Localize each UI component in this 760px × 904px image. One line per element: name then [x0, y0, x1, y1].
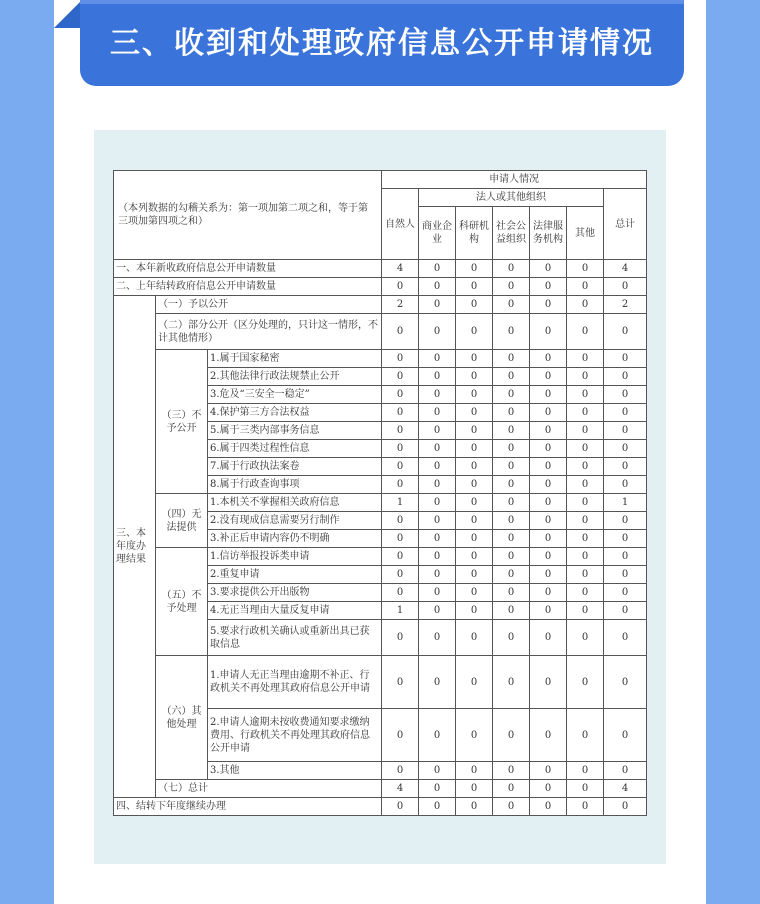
value-cell: 0 [456, 780, 493, 798]
title-banner [80, 0, 684, 86]
value-cell: 0 [456, 386, 493, 404]
value-cell: 0 [567, 548, 604, 566]
value-cell: 0 [530, 530, 567, 548]
row-label: 3.危及“三安全一稳定” [208, 386, 382, 404]
row-label: （七）总计 [156, 780, 382, 798]
value-cell: 0 [419, 530, 456, 548]
group-label: 三、本年度办理结果 [114, 296, 156, 798]
subgroup-label: （三）不予公开 [156, 350, 208, 494]
table-row [114, 314, 647, 350]
value-cell: 0 [567, 780, 604, 798]
value-cell: 0 [456, 566, 493, 584]
value-cell: 0 [382, 350, 419, 368]
value-cell: 0 [456, 260, 493, 278]
value-cell: 0 [567, 278, 604, 296]
value-cell: 0 [567, 512, 604, 530]
row-label: （二）部分公开（区分处理的，只计这一情形，不计其他情形） [156, 314, 382, 350]
value-cell: 0 [419, 296, 456, 314]
value-cell: 0 [493, 530, 530, 548]
value-cell: 0 [604, 422, 647, 440]
value-cell: 1 [382, 494, 419, 512]
row-label: 4.无正当理由大量反复申请 [208, 602, 382, 620]
value-cell: 0 [530, 404, 567, 422]
value-cell: 0 [493, 798, 530, 816]
value-cell: 0 [382, 512, 419, 530]
value-cell: 0 [604, 512, 647, 530]
table-row [114, 296, 647, 314]
value-cell: 0 [456, 422, 493, 440]
value-cell: 0 [604, 584, 647, 602]
subgroup-label: （四）无法提供 [156, 494, 208, 548]
value-cell: 0 [493, 296, 530, 314]
row-label: 4.保护第三方合法权益 [208, 404, 382, 422]
value-cell: 0 [530, 762, 567, 780]
value-cell: 0 [604, 368, 647, 386]
value-cell: 0 [493, 780, 530, 798]
value-cell: 0 [456, 548, 493, 566]
value-cell: 0 [456, 762, 493, 780]
value-cell: 0 [604, 798, 647, 816]
value-cell: 0 [567, 422, 604, 440]
table-row [114, 260, 647, 278]
value-cell: 0 [419, 620, 456, 656]
value-cell: 0 [382, 476, 419, 494]
value-cell: 0 [456, 602, 493, 620]
value-cell: 0 [419, 422, 456, 440]
value-cell: 0 [419, 602, 456, 620]
value-cell: 0 [604, 476, 647, 494]
value-cell: 0 [530, 476, 567, 494]
header-col: 法律服务机构 [530, 207, 567, 260]
table-row [114, 798, 647, 816]
value-cell: 0 [567, 494, 604, 512]
row-label: 7.属于行政执法案卷 [208, 458, 382, 476]
value-cell: 0 [604, 548, 647, 566]
value-cell: 0 [530, 440, 567, 458]
value-cell: 0 [382, 762, 419, 780]
value-cell: 0 [567, 584, 604, 602]
value-cell: 0 [419, 780, 456, 798]
value-cell: 0 [493, 278, 530, 296]
value-cell: 0 [604, 440, 647, 458]
row-label: 5.属于三类内部事务信息 [208, 422, 382, 440]
value-cell: 0 [419, 278, 456, 296]
value-cell: 0 [604, 709, 647, 762]
value-cell: 0 [493, 602, 530, 620]
value-cell: 0 [493, 566, 530, 584]
value-cell: 4 [604, 260, 647, 278]
value-cell: 0 [493, 314, 530, 350]
value-cell: 0 [567, 440, 604, 458]
header-applicant: 申请人情况 [382, 171, 647, 189]
value-cell: 0 [456, 278, 493, 296]
value-cell: 0 [604, 530, 647, 548]
value-cell: 0 [382, 278, 419, 296]
value-cell: 0 [382, 656, 419, 709]
row-label: 3.补正后申请内容仍不明确 [208, 530, 382, 548]
value-cell: 0 [493, 584, 530, 602]
value-cell: 0 [530, 656, 567, 709]
value-cell: 0 [493, 368, 530, 386]
value-cell: 0 [493, 458, 530, 476]
row-label: 2.申请人逾期未按收费通知要求缴纳费用、行政机关不再处理其政府信息公开申请 [208, 709, 382, 762]
value-cell: 0 [530, 386, 567, 404]
value-cell: 0 [493, 422, 530, 440]
value-cell: 0 [567, 656, 604, 709]
value-cell: 4 [382, 260, 419, 278]
row-label: 2.没有现成信息需要另行制作 [208, 512, 382, 530]
value-cell: 0 [493, 350, 530, 368]
value-cell: 0 [567, 476, 604, 494]
value-cell: 0 [604, 602, 647, 620]
value-cell: 0 [419, 458, 456, 476]
value-cell: 0 [456, 512, 493, 530]
value-cell: 0 [567, 458, 604, 476]
value-cell: 0 [604, 404, 647, 422]
value-cell: 0 [419, 762, 456, 780]
value-cell: 0 [567, 404, 604, 422]
value-cell: 0 [493, 386, 530, 404]
subgroup-label: （五）不予处理 [156, 548, 208, 656]
value-cell: 0 [419, 494, 456, 512]
value-cell: 0 [493, 620, 530, 656]
value-cell: 0 [530, 260, 567, 278]
value-cell: 0 [530, 566, 567, 584]
value-cell: 0 [382, 566, 419, 584]
value-cell: 0 [493, 548, 530, 566]
table-row [114, 780, 647, 798]
value-cell: 0 [530, 584, 567, 602]
table-row [114, 656, 647, 709]
value-cell: 0 [567, 709, 604, 762]
value-cell: 0 [419, 798, 456, 816]
value-cell: 0 [530, 368, 567, 386]
value-cell: 0 [493, 404, 530, 422]
value-cell: 0 [493, 440, 530, 458]
value-cell: 0 [530, 278, 567, 296]
value-cell: 0 [604, 314, 647, 350]
value-cell: 0 [530, 422, 567, 440]
value-cell: 0 [456, 296, 493, 314]
value-cell: 0 [382, 404, 419, 422]
value-cell: 0 [493, 656, 530, 709]
value-cell: 0 [419, 584, 456, 602]
row-label: 一、本年新收政府信息公开申请数量 [114, 260, 382, 278]
value-cell: 0 [456, 440, 493, 458]
value-cell: 0 [456, 620, 493, 656]
value-cell: 0 [456, 368, 493, 386]
value-cell: 0 [493, 762, 530, 780]
value-cell: 0 [604, 386, 647, 404]
value-cell: 2 [382, 296, 419, 314]
header-natural-person: 自然人 [382, 189, 419, 260]
value-cell: 0 [419, 314, 456, 350]
subgroup-label: （六）其他处理 [156, 656, 208, 780]
header-col: 其他 [567, 207, 604, 260]
value-cell: 0 [567, 798, 604, 816]
row-label: 1.本机关不掌握相关政府信息 [208, 494, 382, 512]
header-legal-person: 法人或其他组织 [419, 189, 604, 207]
value-cell: 0 [456, 656, 493, 709]
value-cell: 0 [530, 709, 567, 762]
value-cell: 0 [456, 314, 493, 350]
value-cell: 0 [419, 260, 456, 278]
value-cell: 0 [567, 566, 604, 584]
row-label: 2.其他法律行政法规禁止公开 [208, 368, 382, 386]
value-cell: 0 [604, 458, 647, 476]
row-label: 四、结转下年度继续办理 [114, 798, 382, 816]
value-cell: 0 [567, 296, 604, 314]
header-col: 社会公益组织 [493, 207, 530, 260]
value-cell: 0 [567, 350, 604, 368]
value-cell: 0 [530, 296, 567, 314]
value-cell: 0 [456, 530, 493, 548]
value-cell: 0 [604, 762, 647, 780]
value-cell: 0 [567, 386, 604, 404]
value-cell: 0 [456, 584, 493, 602]
value-cell: 0 [530, 350, 567, 368]
value-cell: 0 [382, 798, 419, 816]
value-cell: 0 [604, 278, 647, 296]
value-cell: 4 [604, 780, 647, 798]
value-cell: 0 [456, 458, 493, 476]
row-label: 1.信访举报投诉类申请 [208, 548, 382, 566]
table-row [114, 278, 647, 296]
value-cell: 0 [493, 512, 530, 530]
value-cell: 0 [604, 620, 647, 656]
row-label: 3.其他 [208, 762, 382, 780]
value-cell: 0 [567, 368, 604, 386]
value-cell: 0 [419, 404, 456, 422]
value-cell: 0 [604, 350, 647, 368]
value-cell: 0 [530, 512, 567, 530]
header-col: 商业企业 [419, 207, 456, 260]
value-cell: 0 [382, 386, 419, 404]
value-cell: 2 [604, 296, 647, 314]
row-label: 二、上年结转政府信息公开申请数量 [114, 278, 382, 296]
header-total: 总计 [604, 189, 647, 260]
value-cell: 0 [382, 584, 419, 602]
value-cell: 0 [382, 709, 419, 762]
value-cell: 0 [530, 314, 567, 350]
value-cell: 0 [382, 440, 419, 458]
header-note: （本列数据的勾稽关系为：第一项加第二项之和，等于第三项加第四项之和） [114, 171, 382, 260]
value-cell: 0 [530, 780, 567, 798]
value-cell: 0 [419, 566, 456, 584]
row-label: 8.属于行政查询事项 [208, 476, 382, 494]
value-cell: 0 [456, 350, 493, 368]
value-cell: 0 [382, 548, 419, 566]
value-cell: 0 [567, 762, 604, 780]
value-cell: 0 [382, 458, 419, 476]
value-cell: 0 [382, 314, 419, 350]
value-cell: 0 [493, 709, 530, 762]
table-row [114, 494, 647, 512]
value-cell: 0 [382, 368, 419, 386]
row-label: 2.重复申请 [208, 566, 382, 584]
value-cell: 0 [456, 798, 493, 816]
value-cell: 0 [567, 602, 604, 620]
value-cell: 1 [604, 494, 647, 512]
header-col: 科研机构 [456, 207, 493, 260]
value-cell: 0 [530, 548, 567, 566]
value-cell: 0 [493, 494, 530, 512]
value-cell: 0 [456, 494, 493, 512]
table-row [114, 548, 647, 566]
value-cell: 0 [419, 386, 456, 404]
table-row [114, 350, 647, 368]
row-label: 3.要求提供公开出版物 [208, 584, 382, 602]
value-cell: 0 [493, 260, 530, 278]
row-label: 6.属于四类过程性信息 [208, 440, 382, 458]
value-cell: 0 [530, 602, 567, 620]
value-cell: 0 [419, 440, 456, 458]
value-cell: 0 [419, 709, 456, 762]
value-cell: 0 [419, 548, 456, 566]
value-cell: 0 [604, 656, 647, 709]
row-label: 1.属于国家秘密 [208, 350, 382, 368]
row-label: 1.申请人无正当理由逾期不补正、行政机关不再处理其政府信息公开申请 [208, 656, 382, 709]
value-cell: 0 [530, 458, 567, 476]
value-cell: 0 [419, 350, 456, 368]
row-label: （一）予以公开 [156, 296, 382, 314]
value-cell: 0 [567, 620, 604, 656]
value-cell: 0 [456, 709, 493, 762]
value-cell: 0 [604, 566, 647, 584]
value-cell: 0 [456, 404, 493, 422]
row-label: 5.要求行政机关确认或重新出具已获取信息 [208, 620, 382, 656]
application-statistics-table [113, 170, 647, 816]
value-cell: 0 [530, 798, 567, 816]
value-cell: 1 [382, 602, 419, 620]
value-cell: 0 [382, 620, 419, 656]
page-title: 三、收到和处理政府信息公开申请情况 [110, 26, 654, 61]
value-cell: 0 [530, 620, 567, 656]
banner-fold [54, 0, 82, 28]
value-cell: 0 [493, 476, 530, 494]
value-cell: 0 [567, 314, 604, 350]
value-cell: 4 [382, 780, 419, 798]
value-cell: 0 [567, 530, 604, 548]
value-cell: 0 [530, 494, 567, 512]
value-cell: 0 [419, 476, 456, 494]
value-cell: 0 [419, 512, 456, 530]
value-cell: 0 [567, 260, 604, 278]
value-cell: 0 [382, 530, 419, 548]
value-cell: 0 [456, 476, 493, 494]
value-cell: 0 [382, 422, 419, 440]
value-cell: 0 [419, 368, 456, 386]
value-cell: 0 [419, 656, 456, 709]
